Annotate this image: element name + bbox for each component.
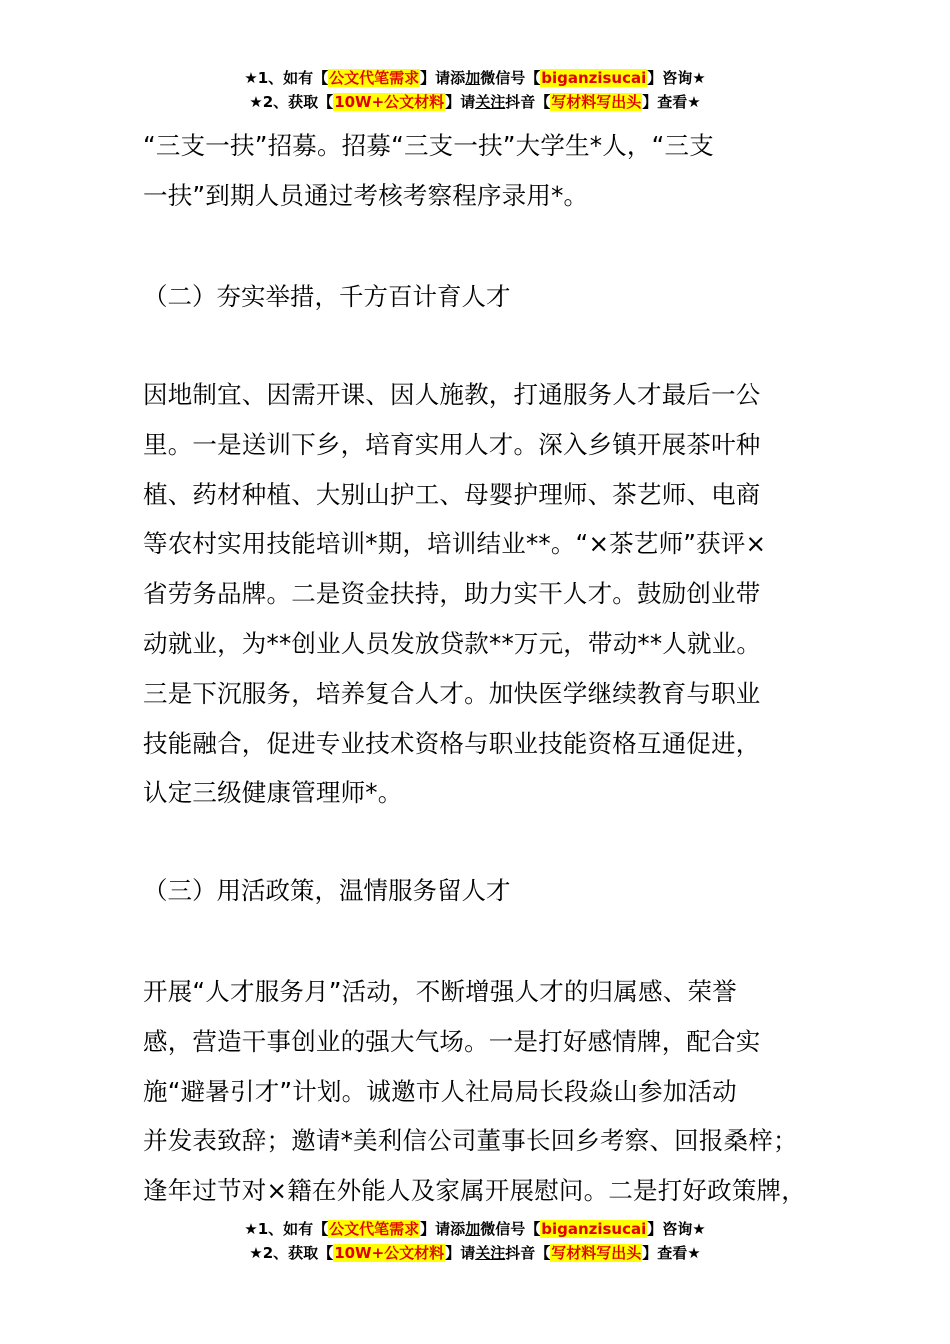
heading-text: （三）用活政策，温情服务留人才: [143, 876, 511, 905]
banner-text: ★2、获取【: [249, 1244, 334, 1262]
banner-line-2: [0, 1241, 950, 1265]
paragraph-recruitment: [143, 121, 823, 221]
banner-emphasis: 加: [465, 1220, 481, 1238]
banner-line-2: [0, 90, 950, 114]
banner-text: ★1、如有【: [244, 69, 329, 87]
section-heading-3: [143, 866, 823, 916]
banner-text: 】查看★: [642, 1244, 701, 1262]
text-line: 施“避暑引才”计划。诚邀市人社局局长段焱山参加活动: [143, 1076, 737, 1106]
banner-text: 微信号【: [480, 1220, 541, 1238]
text-line: 感，营造干事创业的强大气场。一是打好感情牌，配合实: [143, 1026, 761, 1056]
banner-emphasis: 关注: [475, 93, 506, 111]
paragraph-cultivate: [143, 370, 823, 818]
banner-text: 】请添: [420, 69, 466, 87]
banner-highlight-wechat-id: biganzisucai: [541, 69, 647, 87]
paragraph-retain: [143, 967, 823, 1216]
heading-text: （二）夯实举措，千方百计育人才: [143, 282, 511, 311]
banner-text: 微信号【: [480, 69, 541, 87]
banner-text: 抖音【: [505, 1244, 551, 1262]
text-line: 植、药材种植、大别山护工、母婴护理师、茶艺师、电商: [143, 479, 761, 509]
banner-emphasis: 加: [465, 69, 481, 87]
banner-text: 】请: [445, 93, 476, 111]
text-line: 里。一是送训下乡，培育实用人才。深入乡镇开展茶叶种: [143, 429, 761, 459]
section-heading-2: [143, 272, 823, 322]
bottom-banner: [0, 1217, 950, 1265]
banner-emphasis: 关注: [475, 1244, 506, 1262]
banner-text: ★2、获取【: [249, 93, 334, 111]
banner-text: 】请添: [420, 1220, 466, 1238]
text-line: 并发表致辞；邀请*美利信公司董事长回乡考察、回报桑梓；: [143, 1126, 798, 1156]
banner-highlight-douyin: 写材料写出头: [551, 93, 642, 111]
banner-text: 】请: [445, 1244, 476, 1262]
banner-line-1: [0, 1217, 950, 1241]
banner-text: ★1、如有【: [244, 1220, 329, 1238]
text-line: 开展“人才服务月”活动，不断增强人才的归属感、荣誉: [143, 977, 737, 1006]
text-line: 因地制宜、因需开课、因人施教，打通服务人才最后一公: [143, 380, 761, 409]
banner-highlight-douyin: 写材料写出头: [551, 1244, 642, 1262]
text-line: “三支一扶”招募。招募“三支一扶”大学生*人，“三支: [143, 131, 714, 160]
text-line: 一扶”到期人员通过考核考察程序录用*。: [143, 180, 589, 210]
text-line: 逢年过节对×籍在外能人及家属开展慰问。二是打好政策牌，: [143, 1176, 806, 1206]
banner-highlight-service: 公文代笔需求: [329, 1220, 420, 1238]
text-line: 动就业，为**创业人员发放贷款**万元，带动**人就业。: [143, 628, 762, 658]
banner-text: 】咨询★: [647, 69, 706, 87]
banner-highlight-service: 公文代笔需求: [329, 69, 420, 87]
banner-highlight-materials: 10W+公文材料: [334, 93, 445, 111]
banner-text: 】查看★: [642, 93, 701, 111]
text-line: 三是下沉服务，培养复合人才。加快医学继续教育与职业: [143, 678, 761, 708]
banner-highlight-materials: 10W+公文材料: [334, 1244, 445, 1262]
banner-line-1: [0, 66, 950, 90]
top-banner: [0, 66, 950, 114]
text-line: 认定三级健康管理师*。: [143, 778, 403, 808]
text-line: 等农村实用技能培训*期，培训结业**。“×茶艺师”获评×: [143, 529, 767, 559]
text-line: 技能融合，促进专业技术资格与职业技能资格互通促进，: [143, 728, 761, 758]
banner-text: 】咨询★: [647, 1220, 706, 1238]
text-line: 省劳务品牌。二是资金扶持，助力实干人才。鼓励创业带: [143, 579, 761, 609]
banner-highlight-wechat-id: biganzisucai: [541, 1220, 647, 1238]
banner-text: 抖音【: [505, 93, 551, 111]
